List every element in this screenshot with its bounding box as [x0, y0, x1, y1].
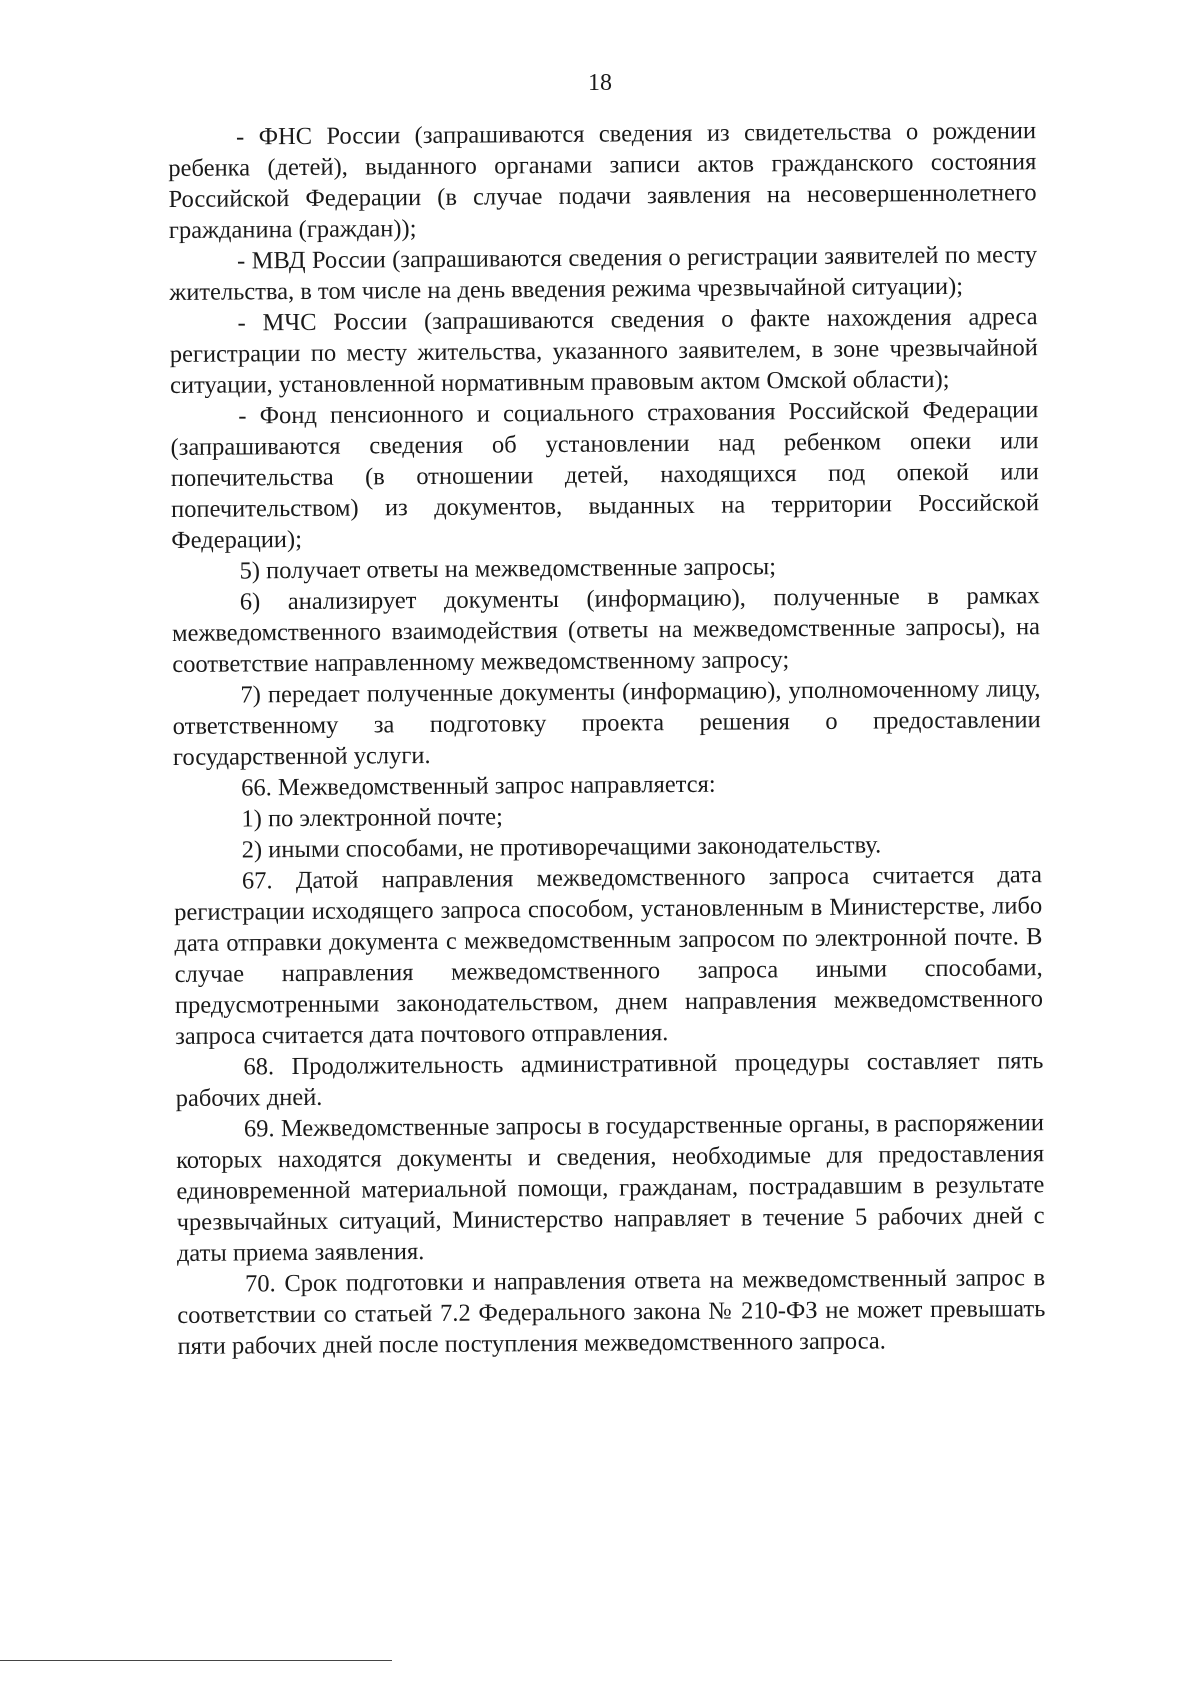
paragraph-item-5: 5) получает ответы на межведомственные запросы; — [239, 553, 777, 585]
paragraph-pension-fund: - Фонд пенсионного и социального страхования Российской Федерации (запрашиваются сведения об установлении над ребенком опеки или попечительства (в отношении детей, находящихся под опекой или попечительством) из документов, выданных на территории Российской Федерации); — [170, 396, 1040, 554]
page-number: 18 — [588, 70, 612, 96]
paragraph-clause-66: 66. Межведомственный запрос направляется: — [241, 770, 716, 802]
paragraph-clause-68: 68. Продолжительность административной процедуры составляет пять рабочих дней. — [175, 1047, 1044, 1112]
paragraph-clause-70: 70. Срок подготовки и направления ответа на межведомственный запрос в соответствии со статьей 7.2 Федерального закона № 210-ФЗ не может превышать пяти рабочих дней после поступления межведомственного запроса. — [177, 1264, 1046, 1360]
paragraph-mchs: - МЧС России (запрашиваются сведения о факте нахождения адреса регистрации по месту жительства, указанного заявителем, в зоне чрезвычайной ситуации, установленной нормативным правовым актом Омской области); — [169, 303, 1038, 399]
footer-rule — [0, 1660, 392, 1661]
paragraph-clause-69: 69. Межведомственные запросы в государственные органы, в распоряжении которых находятся документы и сведения, необходимые для предоставления единовременной материальной помощи, гражданам, пострадавшим в результате чрезвычайных ситуаций, Министерство направляет в течение 5 рабочих дней с даты приема заявления. — [176, 1109, 1045, 1267]
paragraph-clause-66-item-1: 1) по электронной почте; — [241, 803, 504, 833]
document-body — [168, 115, 1046, 1362]
paragraph-mvd: - МВД России (запрашиваются сведения о регистрации заявителей по месту жительства, в том числе на день введения режима чрезвычайной ситуации); — [169, 241, 1038, 306]
paragraph-fns: - ФНС России (запрашиваются сведения из свидетельства о рождении ребенка (детей), выданного органами записи актов гражданского состояния Российской Федерации (в случае подачи заявления на несовершеннолетнего гражданина (граждан)); — [168, 117, 1037, 244]
paragraph-clause-67: 67. Датой направления межведомственного запроса считается дата регистрации исходящего запроса способом, установленным в Министерстве, либо дата отправки документа с межведомственным запросом по электронной почте. В случае направления межведомственного запроса иными способами, предусмотренными законодательством, днем направления межведомственного запроса считается дата почтового отправления. — [174, 861, 1044, 1050]
paragraph-item-7: 7) передает полученные документы (информацию), уполномоченному лицу, ответственному за подготовку проекта решения о предоставлении государственной услуги. — [172, 675, 1041, 771]
paragraph-clause-66-item-2: 2) иными способами, не противоречащими законодательству. — [241, 831, 882, 864]
paragraph-item-6: 6) анализирует документы (информацию), полученные в рамках межведомственного взаимодействия (ответы на межведомственные запросы), на соответствие направленному межведомственному запросу; — [171, 582, 1041, 678]
